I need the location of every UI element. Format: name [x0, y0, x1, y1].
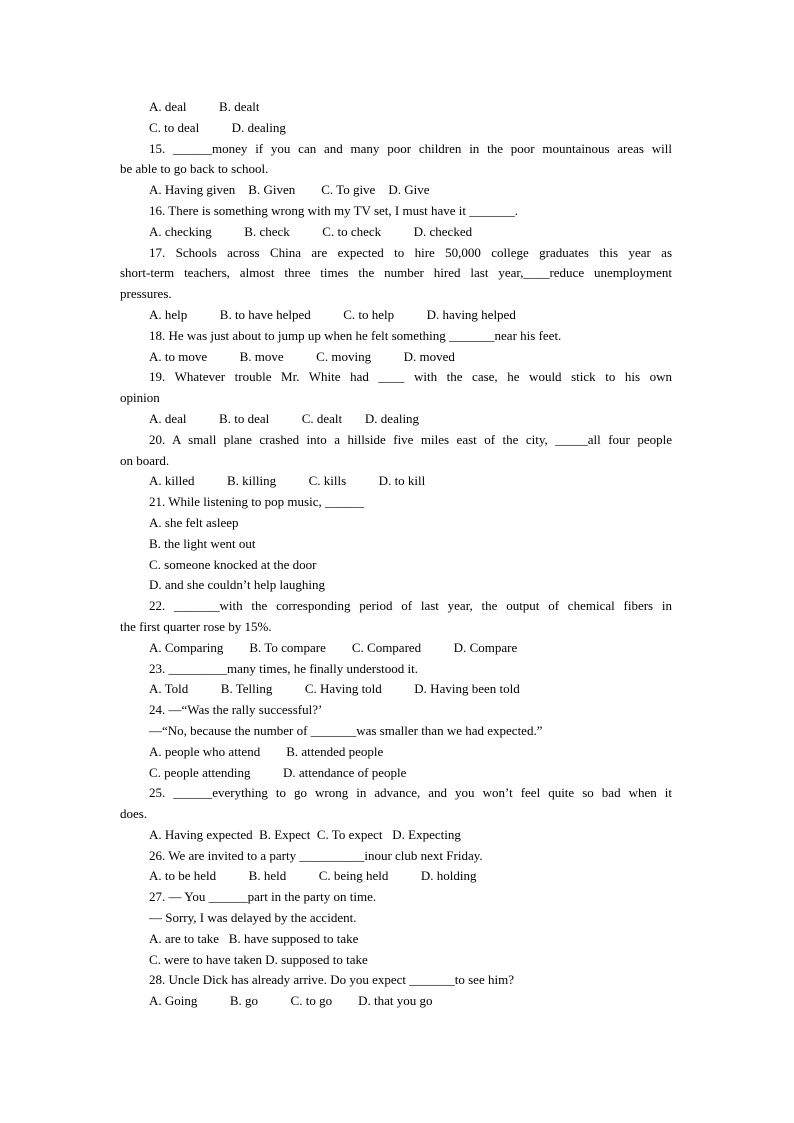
text-line: 21. While listening to pop music, ______ — [149, 494, 364, 510]
text-line: opinion — [120, 390, 160, 406]
text-line: 28. Uncle Dick has already arrive. Do you expect _______to see him? — [149, 972, 514, 988]
text-line: A. she felt asleep — [149, 514, 239, 530]
text-line: 20. A small plane crashed into a hillside five miles east of the city, _____all four people — [149, 431, 672, 447]
text-line: A. killed B. killing C. kills D. to kill — [149, 473, 426, 489]
text-line: pressures. — [120, 286, 172, 302]
text-line: 17. Schools across China are expected to hire 50,000 college graduates this year as — [149, 244, 672, 260]
text-line: 27. — You ______part in the party on time. — [149, 889, 377, 905]
text-line: A. Going B. go C. to go D. that you go — [149, 993, 433, 1009]
text-line: 26. We are invited to a party __________inour club next Friday. — [149, 847, 483, 863]
text-line: A. Told B. Telling C. Having told D. Having been told — [149, 681, 520, 697]
text-line: be able to go back to school. — [120, 161, 269, 177]
text-line: C. people attending D. attendance of people — [149, 764, 407, 780]
text-line: does. — [120, 806, 148, 822]
text-line: the first quarter rose by 15%. — [120, 618, 272, 634]
text-line: A. checking B. check C. to check D. checked — [149, 223, 473, 239]
text-line: C. were to have taken D. supposed to take — [149, 951, 368, 967]
text-line: A. to move B. move C. moving D. moved — [149, 348, 455, 364]
text-line: A. to be held B. held C. being held D. holding — [149, 868, 477, 884]
text-line: C. someone knocked at the door — [149, 556, 317, 572]
text-line: 19. Whatever trouble Mr. White had ____ with the case, he would stick to his own — [149, 369, 672, 385]
text-line: A. help B. to have helped C. to help D. having helped — [149, 306, 516, 322]
text-line: B. the light went out — [149, 535, 256, 551]
text-line: — Sorry, I was delayed by the accident. — [149, 910, 357, 926]
text-line: 25. ______everything to go wrong in advance, and you won’t feel quite so bad when it — [149, 785, 672, 801]
text-line: A. Having expected B. Expect C. To expect D. Expecting — [149, 826, 461, 842]
text-line: A. deal B. to deal C. dealt D. dealing — [149, 410, 420, 426]
text-line: C. to deal D. dealing — [149, 119, 286, 135]
text-line: 23. _________many times, he finally understood it. — [149, 660, 418, 676]
text-line: on board. — [120, 452, 170, 468]
text-line: 18. He was just about to jump up when he felt something _______near his feet. — [149, 327, 562, 343]
text-line: short-term teachers, almost three times the number hired last year,____reduce unemployment — [120, 265, 672, 281]
text-line: A. people who attend B. attended people — [149, 743, 384, 759]
exam-questions-body — [120, 97, 672, 1012]
text-line: A. Having given B. Given C. To give D. Give — [149, 182, 430, 198]
text-line: 16. There is something wrong with my TV set, I must have it _______. — [149, 202, 519, 218]
text-line: A. are to take B. have supposed to take — [149, 930, 359, 946]
text-line: —“No, because the number of _______was smaller than we had expected.” — [149, 722, 543, 738]
text-line: 22. _______with the corresponding period of last year, the output of chemical fibers in — [149, 598, 672, 614]
text-line: A. Comparing B. To compare C. Compared D. Compare — [149, 639, 518, 655]
text-line: 24. —“Was the rally successful?’ — [149, 702, 323, 718]
text-line: A. deal B. dealt — [149, 99, 260, 114]
text-line: 15. ______money if you can and many poor children in the poor mountainous areas will — [149, 140, 672, 156]
text-line: D. and she couldn’t help laughing — [149, 577, 325, 593]
